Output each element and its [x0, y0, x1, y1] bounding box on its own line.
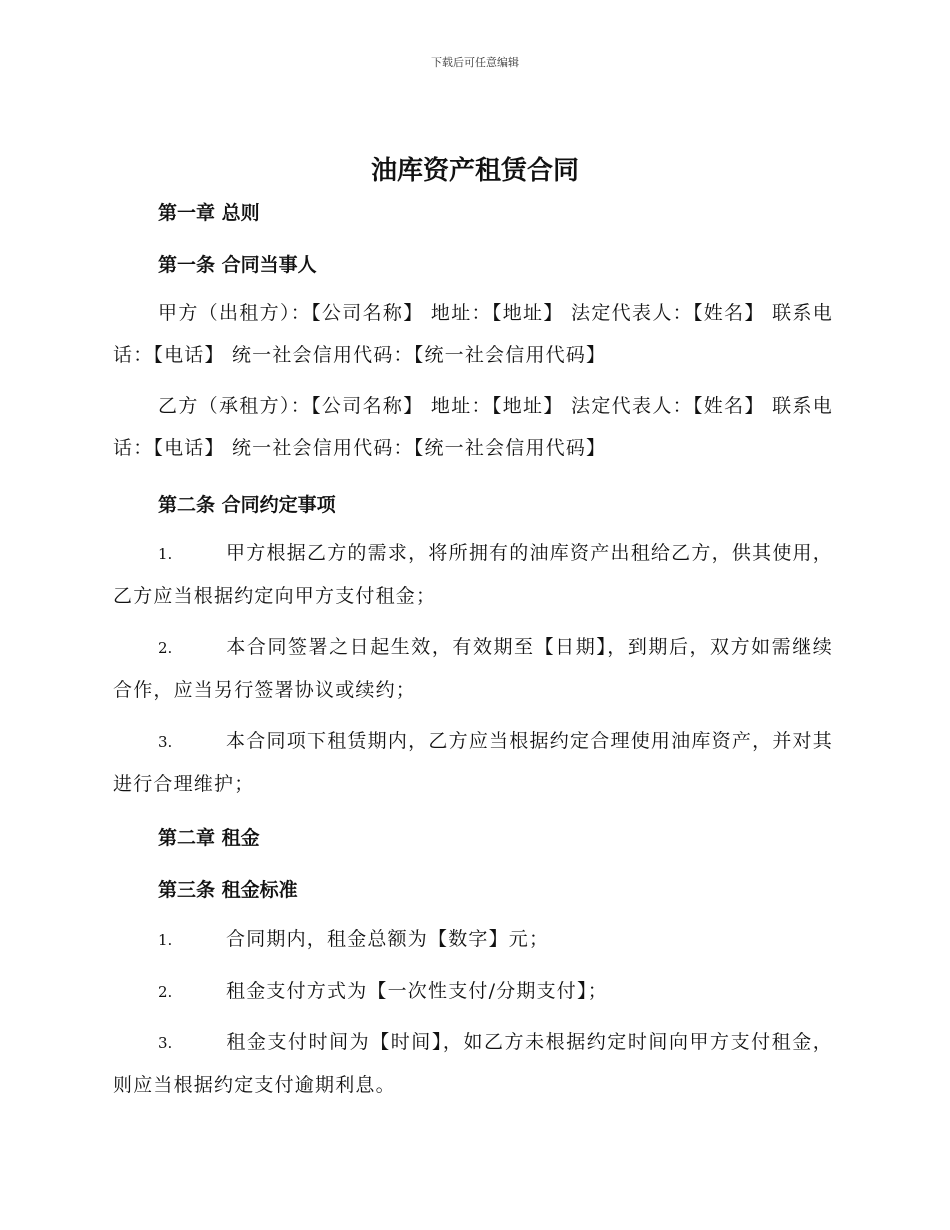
chapter-2-heading: 第二章 租金	[158, 827, 260, 849]
item-number: 1.	[158, 931, 173, 949]
article-2-item-1	[113, 532, 833, 617]
article-3-item-3	[113, 1021, 833, 1106]
article-3-heading: 第三条 租金标准	[158, 879, 298, 901]
item-text: 合同期内，租金总额为【数字】元；	[226, 928, 550, 950]
article-3-item-1	[113, 918, 833, 961]
chapter-1-heading: 第一章 总则	[158, 202, 260, 224]
item-number: 3.	[158, 733, 173, 751]
party-b-paragraph: 乙方（承租方）：【公司名称】 地址：【地址】 法定代表人：【姓名】 联系电话：【电话】 统一社会信用代码：【统一社会信用代码】	[113, 395, 833, 459]
article-2-item-2	[113, 626, 833, 711]
article-2-heading: 第二条 合同约定事项	[158, 494, 336, 516]
item-text: 本合同项下租赁期内，乙方应当根据约定合理使用油库资产，并对其进行合理维护；	[113, 730, 833, 795]
item-text: 租金支付时间为【时间】，如乙方未根据约定时间向甲方支付租金，则应当根据约定支付逾期利息。	[113, 1031, 833, 1096]
item-number: 2.	[158, 983, 173, 1001]
party-a-paragraph: 甲方（出租方）：【公司名称】 地址：【地址】 法定代表人：【姓名】 联系电话：【电话】 统一社会信用代码：【统一社会信用代码】	[113, 302, 833, 366]
item-number: 1.	[158, 545, 173, 563]
article-1-heading: 第一条 合同当事人	[158, 254, 317, 276]
document-title: 油库资产租赁合同	[370, 156, 579, 186]
article-2-item-3	[113, 720, 833, 805]
item-text: 本合同签署之日起生效，有效期至【日期】，到期后，双方如需继续合作，应当另行签署协议或续约；	[113, 636, 833, 701]
article-3-item-2	[113, 970, 833, 1013]
item-text: 甲方根据乙方的需求，将所拥有的油库资产出租给乙方，供其使用，乙方应当根据约定向甲方支付租金；	[113, 542, 833, 607]
page-header-note: 下载后可任意编辑	[431, 56, 519, 69]
item-number: 3.	[158, 1034, 173, 1052]
item-text: 租金支付方式为【一次性支付/分期支付】；	[226, 980, 608, 1002]
item-number: 2.	[158, 639, 173, 657]
